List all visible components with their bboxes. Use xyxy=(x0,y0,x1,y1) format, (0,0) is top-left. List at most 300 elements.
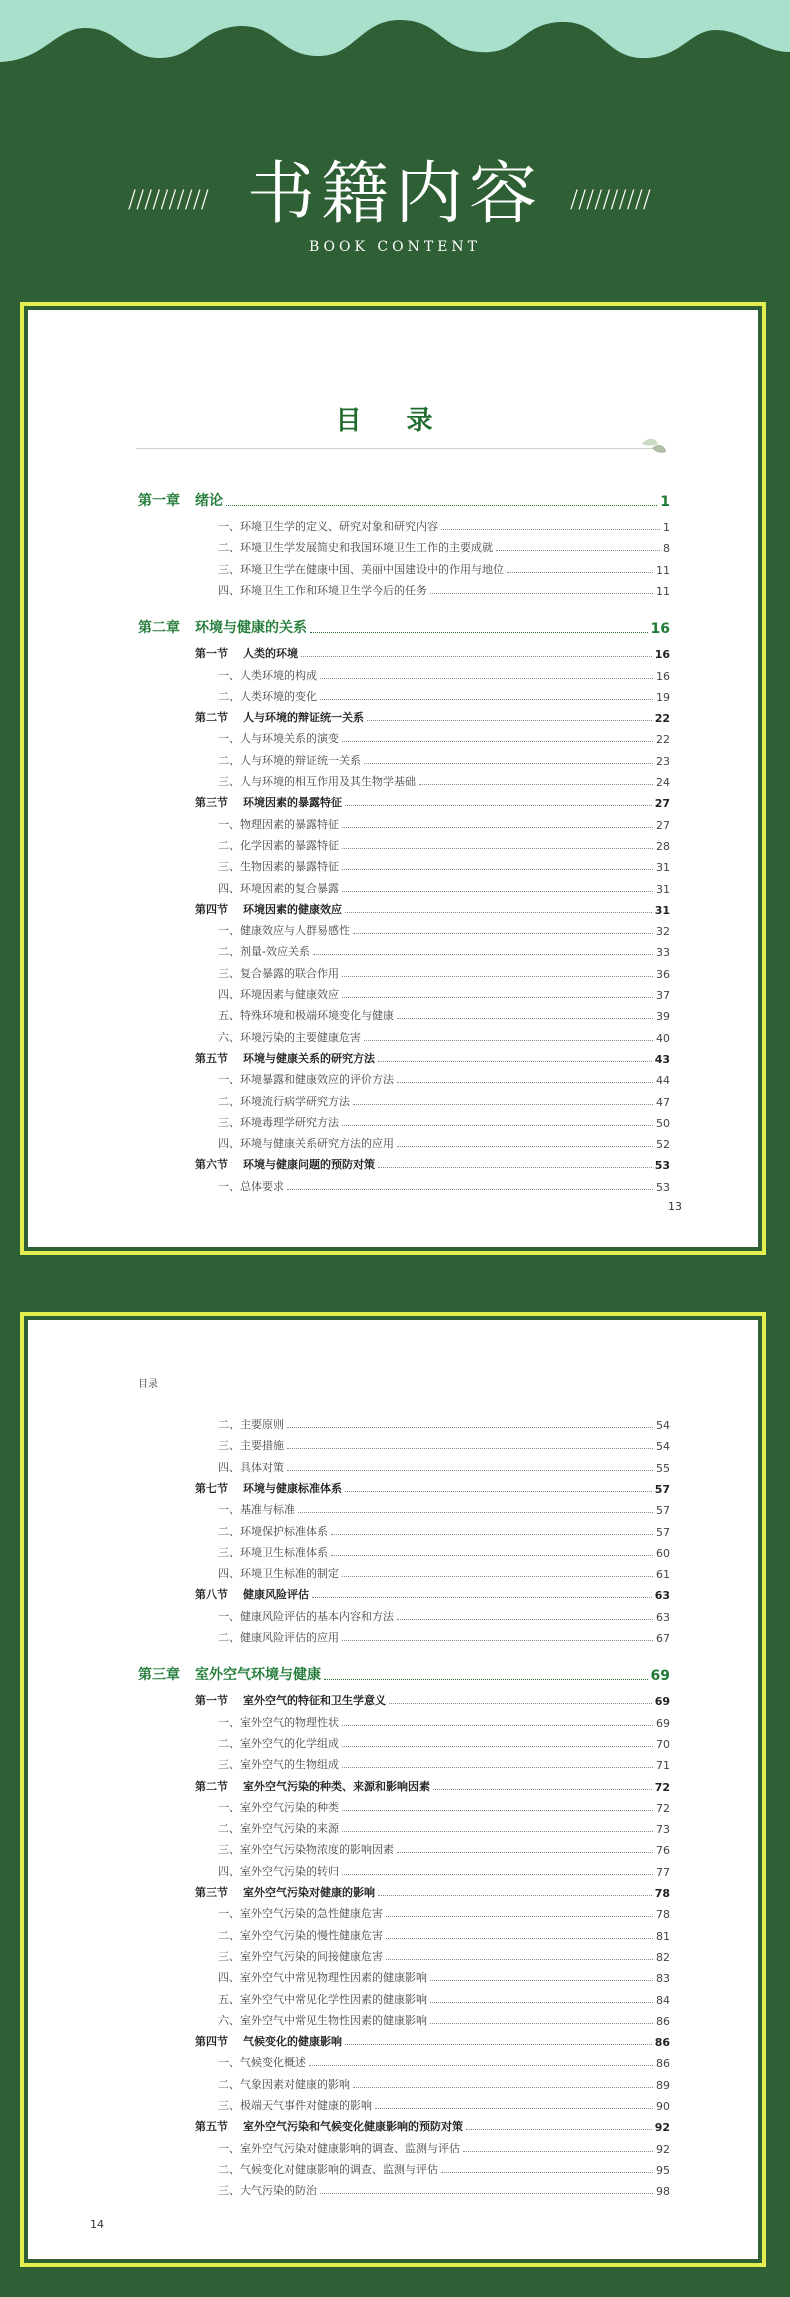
dot-leader xyxy=(342,848,653,849)
toc-item-row xyxy=(138,1110,670,1130)
entry-label xyxy=(218,1523,328,1539)
entry-label xyxy=(218,582,427,598)
entry-label xyxy=(218,667,317,683)
entry-title: 室外空气污染的种类、来源和影响因素 xyxy=(243,1779,430,1793)
toc-item-row xyxy=(138,2157,670,2177)
toc-item-row xyxy=(138,1710,670,1730)
entry-title: 室外空气的特征和卫生学意义 xyxy=(243,1694,386,1708)
entry-label xyxy=(218,752,361,768)
toc-section-row xyxy=(138,641,670,661)
dot-leader xyxy=(397,1018,653,1019)
dot-leader xyxy=(342,1767,653,1768)
toc-section-row xyxy=(138,790,670,810)
page-sheet xyxy=(28,310,758,1247)
dot-leader xyxy=(342,1831,653,1832)
toc-item-row xyxy=(138,812,670,832)
entry-label xyxy=(218,1501,295,1517)
entry-title: 四、环境与健康关系研究方法的应用 xyxy=(218,1137,394,1151)
entry-title: 一、室外空气污染对健康影响的调查、监测与评估 xyxy=(218,2141,460,2155)
entry-label xyxy=(218,688,317,704)
entry-title: 环境与健康关系的研究方法 xyxy=(243,1051,375,1065)
dot-leader xyxy=(397,1146,653,1147)
section-number: 第三节 xyxy=(195,1886,228,1899)
section-number: 第六节 xyxy=(195,1158,228,1172)
dot-leader xyxy=(364,1040,653,1041)
toc-item-row xyxy=(138,2093,670,2113)
entry-title: 三、室外空气的生物组成 xyxy=(218,1758,339,1772)
toc-item-row xyxy=(138,1752,670,1772)
entry-page-number: 52 xyxy=(656,1138,670,1152)
dot-leader xyxy=(507,572,653,573)
toc-item-row xyxy=(138,833,670,853)
dot-leader xyxy=(320,2193,653,2194)
dot-leader xyxy=(309,2065,653,2066)
toc-item-row xyxy=(138,1561,670,1581)
toc-title: 目 录 xyxy=(335,406,451,436)
entry-label xyxy=(218,1565,339,1581)
toc-section-row xyxy=(138,1046,670,1066)
entry-title: 一、人与环境关系的演变 xyxy=(218,732,339,746)
entry-title: 四、环境卫生工作和环境卫生学今后的任务 xyxy=(218,583,427,597)
dot-leader xyxy=(386,1916,653,1917)
entry-page-number: 40 xyxy=(656,1031,670,1045)
entry-title: 二、气候变化对健康影响的调查、监测与评估 xyxy=(218,2162,438,2176)
toc-item-row xyxy=(138,684,670,704)
entry-page-number: 1 xyxy=(663,521,670,534)
top-wave-decoration xyxy=(0,0,790,90)
toc-item-row xyxy=(138,854,670,874)
section-number: 第七节 xyxy=(195,1481,228,1495)
toc-section-row xyxy=(138,1476,670,1496)
section-number: 第一节 xyxy=(195,1694,228,1708)
dot-leader xyxy=(342,827,653,828)
toc-section-row xyxy=(138,1774,670,1794)
dot-leader xyxy=(345,2044,652,2045)
chapter-number: 第一章 xyxy=(138,493,180,509)
entry-label xyxy=(195,1050,375,1066)
entry-page-number: 11 xyxy=(656,563,670,577)
toc-item-row xyxy=(138,1901,670,1921)
entry-title: 一、健康效应与人群易感性 xyxy=(218,924,350,938)
entry-label xyxy=(195,1156,375,1172)
entry-title: 室外空气污染对健康的影响 xyxy=(243,1886,375,1899)
entry-title: 三、生物因素的暴露特征 xyxy=(218,860,339,874)
entry-page-number: 67 xyxy=(656,1632,670,1645)
page-subtitle: BOOK CONTENT xyxy=(309,239,481,255)
entry-page-number: 50 xyxy=(656,1116,670,1130)
entry-label xyxy=(218,1029,361,1045)
toc-chapter-row xyxy=(138,490,670,510)
entry-title: 五、特殊环境和极端环境变化与健康 xyxy=(218,1009,394,1023)
toc-section-row xyxy=(138,1152,670,1172)
entry-page-number: 95 xyxy=(656,2163,670,2177)
entry-label xyxy=(218,539,493,555)
entry-page-number: 84 xyxy=(656,1993,670,2007)
entry-label xyxy=(218,986,339,1002)
entry-label xyxy=(195,901,342,917)
dot-leader xyxy=(345,1491,652,1492)
entry-label xyxy=(218,858,339,874)
entry-page-number: 90 xyxy=(656,2100,670,2113)
entry-page-number: 63 xyxy=(656,1610,670,1624)
entry-title: 环境因素的暴露特征 xyxy=(243,796,342,810)
dot-leader xyxy=(342,1725,653,1726)
entry-page-number: 72 xyxy=(656,1801,670,1815)
entry-page-number: 33 xyxy=(656,946,670,960)
dot-leader xyxy=(466,2129,652,2130)
entry-page-number: 70 xyxy=(656,1737,670,1751)
entry-label xyxy=(138,1664,321,1684)
toc-section-row xyxy=(138,2029,670,2049)
entry-title: 四、环境卫生标准的制定 xyxy=(218,1567,339,1581)
entry-label xyxy=(195,1884,375,1900)
toc-section-row xyxy=(138,897,670,917)
toc-item-row xyxy=(138,1987,670,2007)
entry-title: 三、极端天气事件对健康的影响 xyxy=(218,2099,372,2112)
entry-page-number: 22 xyxy=(656,733,670,747)
entry-title: 室外空气污染和气候变化健康影响的预防对策 xyxy=(243,2120,463,2134)
entry-title: 人类的环境 xyxy=(243,647,298,661)
entry-label xyxy=(218,1735,339,1751)
toc-item-row xyxy=(138,535,670,555)
entry-page-number: 76 xyxy=(656,1844,670,1858)
entry-page-number: 27 xyxy=(654,797,670,811)
entry-label xyxy=(218,1093,350,1109)
entry-page-number: 28 xyxy=(656,839,670,853)
entry-title: 二、室外空气污染的来源 xyxy=(218,1822,339,1836)
entry-title: 一、基准与标准 xyxy=(218,1503,295,1517)
entry-page-number: 73 xyxy=(656,1823,670,1837)
entry-page-number: 82 xyxy=(656,1950,670,1964)
entry-title: 环境与健康问题的预防对策 xyxy=(243,1158,375,1172)
section-number: 第五节 xyxy=(195,1051,228,1065)
dot-leader xyxy=(342,869,653,870)
entry-title: 二、剂量-效应关系 xyxy=(218,945,310,959)
entry-title: 一、物理因素的暴露特征 xyxy=(218,817,339,831)
entry-title: 三、人与环境的相互作用及其生物学基础 xyxy=(218,775,416,788)
entry-title: 环境与健康标准体系 xyxy=(243,1481,342,1495)
toc-item-row xyxy=(138,1003,670,1023)
entry-label xyxy=(218,965,339,981)
dot-leader xyxy=(433,1789,652,1790)
toc-item-row xyxy=(138,1131,670,1151)
dot-leader xyxy=(320,678,653,679)
dot-leader xyxy=(386,1959,653,1960)
toc-item-row xyxy=(138,1837,670,1857)
dot-leader xyxy=(353,2087,653,2088)
entry-page-number: 1 xyxy=(660,494,670,510)
entry-page-number: 63 xyxy=(654,1589,670,1603)
entry-title: 二、环境保护标准体系 xyxy=(218,1524,328,1538)
entry-label xyxy=(195,645,298,661)
entry-page-number: 32 xyxy=(656,925,670,939)
page-title: 书籍内容 xyxy=(246,155,543,234)
entry-label xyxy=(218,773,416,789)
dot-leader xyxy=(441,2172,653,2173)
dot-leader xyxy=(342,976,653,977)
dot-leader xyxy=(298,1512,653,1513)
entry-label xyxy=(218,1927,383,1943)
dot-leader xyxy=(345,805,652,806)
dot-leader xyxy=(430,2023,653,2024)
entry-title: 三、主要措施 xyxy=(218,1439,284,1453)
entry-label xyxy=(195,1692,386,1708)
entry-title: 一、室外空气的物理性状 xyxy=(218,1715,339,1729)
entry-page-number: 53 xyxy=(654,1159,670,1173)
entry-page-number: 22 xyxy=(654,712,670,726)
entry-page-number: 8 xyxy=(663,542,670,556)
entry-label xyxy=(218,922,350,938)
toc-section-row xyxy=(138,1582,670,1602)
entry-title: 六、环境污染的主要健康危害 xyxy=(218,1030,361,1044)
entry-page-number: 77 xyxy=(656,1865,670,1879)
entry-label xyxy=(195,2118,463,2134)
entry-label xyxy=(218,730,339,746)
entry-label xyxy=(195,794,342,810)
dot-leader xyxy=(342,1640,653,1641)
entry-page-number: 43 xyxy=(654,1052,670,1066)
entry-title: 二、室外空气污染的慢性健康危害 xyxy=(218,1928,383,1942)
toc-item-row xyxy=(138,918,670,938)
entry-label xyxy=(218,1416,284,1432)
dot-leader xyxy=(313,954,653,955)
dot-leader xyxy=(342,741,653,742)
entry-page-number: 57 xyxy=(654,1482,670,1496)
entry-page-number: 55 xyxy=(656,1461,670,1475)
entry-label xyxy=(218,1991,427,2007)
dot-leader xyxy=(287,1448,653,1449)
dot-leader xyxy=(342,1874,653,1875)
toc-item-row xyxy=(138,1795,670,1815)
entry-page-number: 86 xyxy=(656,2057,670,2071)
entry-label xyxy=(195,1480,342,1496)
entry-page-number: 44 xyxy=(656,1074,670,1088)
entry-page-number: 57 xyxy=(656,1504,670,1518)
entry-title: 三、大气污染的防治 xyxy=(218,2184,317,2198)
entry-page-number: 92 xyxy=(656,2142,670,2156)
entry-title: 一、室外空气污染的急性健康危害 xyxy=(218,1907,383,1921)
entry-title: 二、人与环境的辩证统一关系 xyxy=(218,753,361,767)
section-number: 第三节 xyxy=(195,796,228,810)
entry-page-number: 69 xyxy=(654,1695,670,1709)
dot-leader xyxy=(226,505,657,506)
entry-label xyxy=(138,490,223,510)
toc-chapter-row xyxy=(138,1664,670,1684)
entry-title: 四、室外空气中常见物理性因素的健康影响 xyxy=(218,1971,427,1985)
toc-item-row xyxy=(138,2136,670,2156)
entry-title: 气候变化的健康影响 xyxy=(243,2035,342,2049)
toc-item-row xyxy=(138,1731,670,1751)
toc-item-row xyxy=(138,1519,670,1539)
entry-label xyxy=(218,561,504,577)
book-page-13 xyxy=(20,302,766,1255)
toc-item-row xyxy=(138,876,670,896)
dot-leader xyxy=(386,1938,653,1939)
entry-label xyxy=(218,2140,460,2156)
entry-label xyxy=(218,1071,394,1087)
dot-leader xyxy=(353,933,653,934)
toc-item-row xyxy=(138,663,670,683)
header xyxy=(0,155,790,265)
entry-page-number: 16 xyxy=(654,648,670,662)
dot-leader xyxy=(342,891,653,892)
toc-item-row xyxy=(138,982,670,1002)
toc-item-row xyxy=(138,726,670,746)
toc-item-row xyxy=(138,1497,670,1517)
dot-leader xyxy=(345,912,652,913)
entry-page-number: 61 xyxy=(656,1568,670,1582)
entry-page-number: 31 xyxy=(656,882,670,896)
entry-title: 二、环境卫生学发展简史和我国环境卫生工作的主要成就 xyxy=(218,541,493,555)
entry-label xyxy=(138,617,307,637)
entry-title: 二、化学因素的暴露特征 xyxy=(218,838,339,852)
decor-slashes-right: ////////// xyxy=(570,185,651,213)
toc-item-row xyxy=(138,2178,670,2198)
dot-leader xyxy=(419,784,653,785)
section-number: 第四节 xyxy=(195,2035,228,2049)
toc-item-row xyxy=(138,1089,670,1109)
entry-title: 人与环境的辩证统一关系 xyxy=(243,711,364,725)
entry-label xyxy=(218,1629,339,1645)
entry-page-number: 27 xyxy=(656,818,670,832)
toc-item-row xyxy=(138,1455,670,1475)
entry-page-number: 98 xyxy=(656,2185,670,2199)
section-number: 第五节 xyxy=(195,2120,228,2134)
entry-title: 二、气象因素对健康的影响 xyxy=(218,2077,350,2091)
entry-title: 三、室外空气污染的间接健康危害 xyxy=(218,1949,383,1963)
entry-title: 三、室外空气污染物浓度的影响因素 xyxy=(218,1843,394,1857)
dot-leader xyxy=(310,632,648,633)
entry-title: 二、环境流行病学研究方法 xyxy=(218,1094,350,1108)
entry-title: 三、环境毒理学研究方法 xyxy=(218,1115,339,1129)
toc-item-row xyxy=(138,1025,670,1045)
dot-leader xyxy=(312,1597,652,1598)
entry-page-number: 11 xyxy=(656,584,670,598)
entry-page-number: 54 xyxy=(656,1419,670,1432)
entry-label xyxy=(218,1459,284,1475)
dot-leader xyxy=(342,997,653,998)
entry-title: 室外空气环境与健康 xyxy=(195,1667,321,1684)
entry-label xyxy=(218,518,438,534)
entry-label xyxy=(218,2054,306,2070)
dot-leader xyxy=(287,1470,653,1471)
entry-label xyxy=(218,1756,339,1772)
entry-title: 二、健康风险评估的应用 xyxy=(218,1631,339,1644)
entry-title: 四、具体对策 xyxy=(218,1460,284,1474)
entry-title: 一、环境卫生学的定义、研究对象和研究内容 xyxy=(218,520,438,533)
dot-leader xyxy=(301,656,652,657)
dot-leader xyxy=(320,699,653,700)
entry-label xyxy=(218,2097,372,2113)
entry-page-number: 24 xyxy=(656,776,670,789)
toc-item-row xyxy=(138,2050,670,2070)
entry-title: 四、环境因素的复合暴露 xyxy=(218,881,339,895)
entry-page-number: 71 xyxy=(656,1759,670,1773)
toc-section-row xyxy=(138,1880,670,1900)
entry-title: 一、健康风险评估的基本内容和方法 xyxy=(218,1609,394,1623)
entry-label xyxy=(195,2033,342,2049)
entry-title: 一、人类环境的构成 xyxy=(218,668,317,682)
toc-item-row xyxy=(138,1965,670,1985)
entry-title: 健康风险评估 xyxy=(243,1588,309,1602)
entry-page-number: 31 xyxy=(656,861,670,875)
entry-label xyxy=(218,1948,383,1964)
toc-item-row xyxy=(138,1412,670,1432)
toc-item-row xyxy=(138,578,670,598)
dot-leader xyxy=(430,1980,653,1981)
entry-title: 一、室外空气污染的种类 xyxy=(218,1800,339,1814)
chapter-number: 第三章 xyxy=(138,1667,180,1684)
entry-label xyxy=(218,816,339,832)
section-number: 第八节 xyxy=(195,1588,228,1602)
toc-item-row xyxy=(138,748,670,768)
entry-title: 环境与健康的关系 xyxy=(195,620,307,637)
entry-title: 四、室外空气污染的转归 xyxy=(218,1864,339,1878)
entry-label xyxy=(218,943,310,959)
entry-page-number: 16 xyxy=(656,669,670,683)
entry-page-number: 57 xyxy=(656,1525,670,1539)
decor-slashes-left: ////////// xyxy=(128,185,209,213)
toc-item-row xyxy=(138,1944,670,1964)
entry-label xyxy=(218,1007,394,1023)
page-number: 13 xyxy=(668,1200,682,1213)
entry-label xyxy=(218,837,339,853)
section-number: 第四节 xyxy=(195,902,228,916)
dot-leader xyxy=(342,1746,653,1747)
entry-page-number: 23 xyxy=(656,754,670,768)
entry-title: 四、环境因素与健康效应 xyxy=(218,988,339,1001)
entry-label xyxy=(218,2161,438,2177)
toc-item-row xyxy=(138,2008,670,2028)
entry-page-number: 69 xyxy=(650,1668,670,1685)
entry-label xyxy=(218,1820,339,1836)
toc-section-row xyxy=(138,1688,670,1708)
dot-leader xyxy=(342,1125,653,1126)
dot-leader xyxy=(375,2108,653,2109)
entry-page-number: 81 xyxy=(656,1929,670,1943)
dot-leader xyxy=(378,1061,652,1062)
entry-page-number: 69 xyxy=(656,1716,670,1730)
dot-leader xyxy=(331,1534,653,1535)
entry-title: 三、复合暴露的联合作用 xyxy=(218,966,339,980)
entry-title: 一、总体要求 xyxy=(218,1179,284,1193)
dot-leader xyxy=(331,1555,653,1556)
entry-label xyxy=(218,1969,427,1985)
entry-title: 六、室外空气中常见生物性因素的健康影响 xyxy=(218,2013,427,2027)
entry-label xyxy=(218,1178,284,1194)
dot-leader xyxy=(496,550,660,551)
entry-label xyxy=(195,709,364,725)
book-page-14 xyxy=(20,1312,766,2267)
entry-label xyxy=(218,2012,427,2028)
page-sheet xyxy=(28,1320,758,2259)
entry-title: 五、室外空气中常见化学性因素的健康影响 xyxy=(218,1992,427,2006)
toc-item-row xyxy=(138,1433,670,1453)
toc-section-row xyxy=(138,705,670,725)
entry-page-number: 60 xyxy=(656,1546,670,1560)
entry-title: 三、环境卫生标准体系 xyxy=(218,1545,328,1559)
entry-label xyxy=(218,1863,339,1879)
entry-page-number: 53 xyxy=(656,1180,670,1194)
toc-section-row xyxy=(138,2114,670,2134)
toc-item-row xyxy=(138,1604,670,1624)
dot-leader xyxy=(463,2151,653,2152)
chapter-number: 第二章 xyxy=(138,620,180,637)
dot-leader xyxy=(378,1167,652,1168)
entry-page-number: 37 xyxy=(656,989,670,1002)
entry-title: 三、环境卫生学在健康中国、美丽中国建设中的作用与地位 xyxy=(218,562,504,576)
entry-page-number: 78 xyxy=(654,1887,670,1900)
